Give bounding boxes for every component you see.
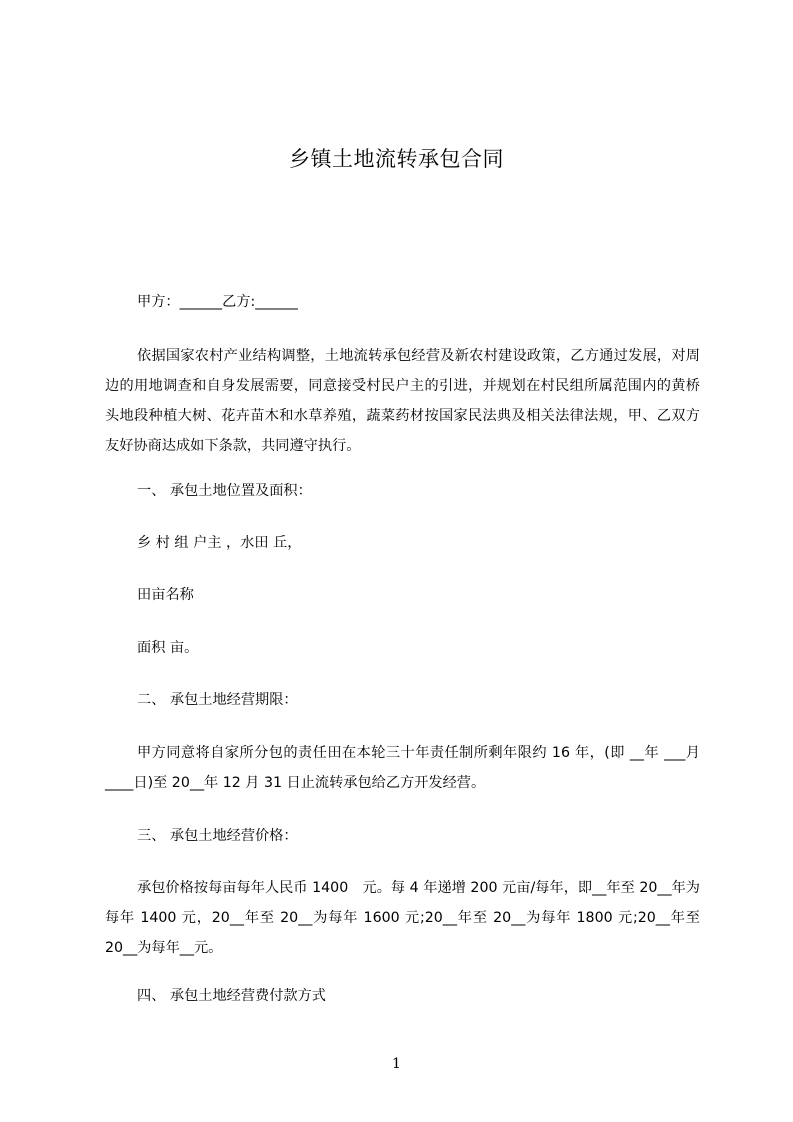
contract-title: 乡镇土地流转承包合同 bbox=[289, 147, 504, 171]
section-4-heading: 四、 承包土地经营费付款方式 bbox=[137, 988, 326, 1004]
section-1-area: 面积 亩。 bbox=[137, 640, 199, 656]
section-1-location: 乡 村 组 户主 ，水田 丘， bbox=[137, 535, 302, 551]
parties-line: 甲方：______乙方:______ bbox=[137, 294, 298, 310]
section-1-heading: 一、 承包土地位置及面积： bbox=[137, 483, 312, 499]
page-number: 1 bbox=[392, 1056, 401, 1072]
section-3-heading: 三、 承包土地经营价格： bbox=[137, 828, 298, 844]
section-1-field-name: 田亩名称 bbox=[137, 587, 194, 603]
section-2-heading: 二、 承包土地经营期限： bbox=[137, 692, 298, 708]
preamble-paragraph: 依据国家农村产业结构调整，土地流转承包经营及新农村建设政策，乙方通过发展，对周边的用地调查和自身发展需要，同意接受村民户主的引进，并规划在村民组所属范围内的黄桥头地段种植大树、花卉苗木和水草养殖，蔬菜药材按国家民法典及相关法律法规，甲、乙双方友好协商达成如下条款，共同遵守执行。 bbox=[105, 348, 700, 454]
section-2-body: 甲方同意将自家所分包的责任田在本轮三十年责任制所剩年限约 16 年，(即 __年 ___月____日)至 20__年 12 月 31 日止流转承包给乙方开发经营。 bbox=[105, 745, 700, 791]
section-3-body: 承包价格按每亩每年人民币 1400 元。每 4 年递增 200 元亩/每年，即__年至 20__年为每年 1400 元，20__年至 20__为每年 1600 元;20__年至 20__为每年 1800 元;20__年至 20__为每年__元。 bbox=[105, 880, 700, 956]
